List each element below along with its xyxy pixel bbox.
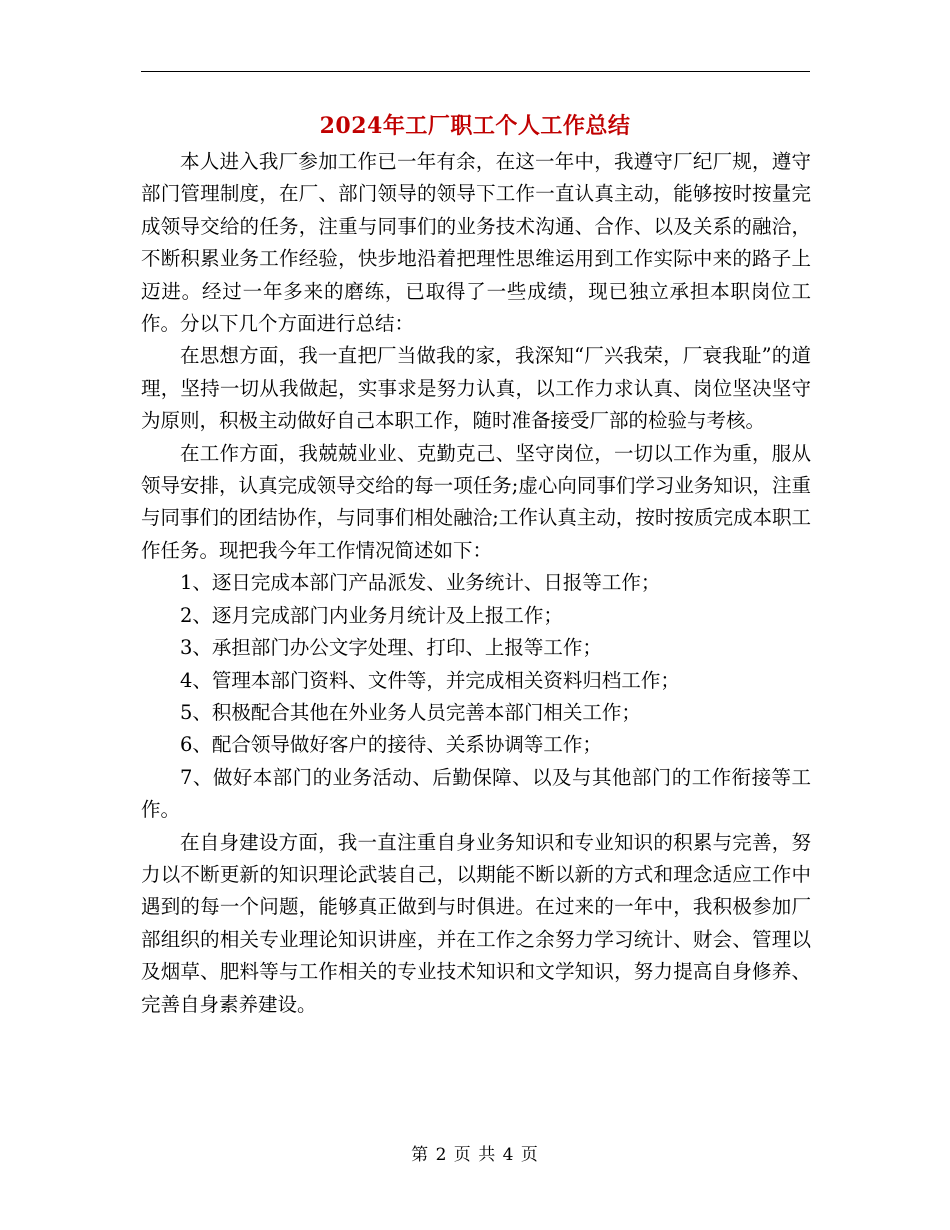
list-item: 5、积极配合其他在外业务人员完善本部门相关工作； <box>180 700 641 724</box>
list-item: 2、逐月完成部门内业务月统计及上报工作； <box>180 603 563 627</box>
list-item: 7、做好本部门的业务活动、后勤保障、以及与其他部门的工作衔接等工作。 <box>141 765 811 822</box>
paragraph-self-development: 在自身建设方面，我一直注重自身业务知识和专业知识的积累与完善，努力以不断更新的知识理论武装自己，以期能不断以新的方式和理念适应工作中遇到的每一个问题，能够真正做到与时俱进。在过来的一年中，我积极参加厂部组织的相关专业理论知识讲座，并在工作之余努力学习统计、财会、管理以及烟草、肥料等与工作相关的专业技术知识和文学知识，努力提高自身修养、完善自身素养建设。 <box>141 830 811 1016</box>
list-item: 4、管理本部门资料、文件等，并完成相关资料归档工作； <box>180 668 680 692</box>
document-title: 2024年工厂职工个人工作总结 <box>319 113 631 139</box>
page-footer <box>0 1143 950 1167</box>
list-item: 3、承担部门办公文字处理、打印、上报等工作； <box>180 636 602 660</box>
header-rule <box>141 71 810 72</box>
list-item: 1、逐日完成本部门产品派发、业务统计、日报等工作； <box>180 571 661 595</box>
document-body <box>141 146 811 1021</box>
page-total: 4 <box>502 1145 515 1165</box>
list-item: 6、配合领导做好客户的接待、关系协调等工作； <box>180 733 602 757</box>
paragraph-intro: 本人进入我厂参加工作已一年有余，在这一年中，我遵守厂纪厂规，遵守部门管理制度，在厂、部门领导的领导下工作一直认真主动，能够按时按量完成领导交给的任务，注重与同事们的业务技术沟通、合作、以及关系的融洽，不断积累业务工作经验，快步地沿着把理性思维运用到工作实际中来的路子上迈进。经过一年多来的磨练，已取得了一些成绩，现已独立承担本职岗位工作。分以下几个方面进行总结： <box>141 150 811 336</box>
paragraph-thought: 在思想方面，我一直把厂当做我的家，我深知“厂兴我荣，厂衰我耻”的道理，坚持一切从我做起，实事求是努力认真，以工作力求认真、岗位坚决坚守为原则，积极主动做好自己本职工作，随时准备接受厂部的检验与考核。 <box>141 344 811 433</box>
footer-middle: 页 共 <box>453 1145 497 1165</box>
footer-suffix: 页 <box>520 1145 539 1165</box>
page-number: 2 <box>435 1145 448 1165</box>
paragraph-work: 在工作方面，我兢兢业业、克勤克己、坚守岗位，一切以工作为重，服从领导安排，认真完成领导交给的每一项任务;虚心向同事们学习业务知识，注重与同事们的团结协作，与同事们相处融洽;工作认真主动，按时按质完成本职工作任务。现把我今年工作情况简述如下： <box>141 441 811 562</box>
footer-prefix: 第 <box>411 1145 430 1165</box>
